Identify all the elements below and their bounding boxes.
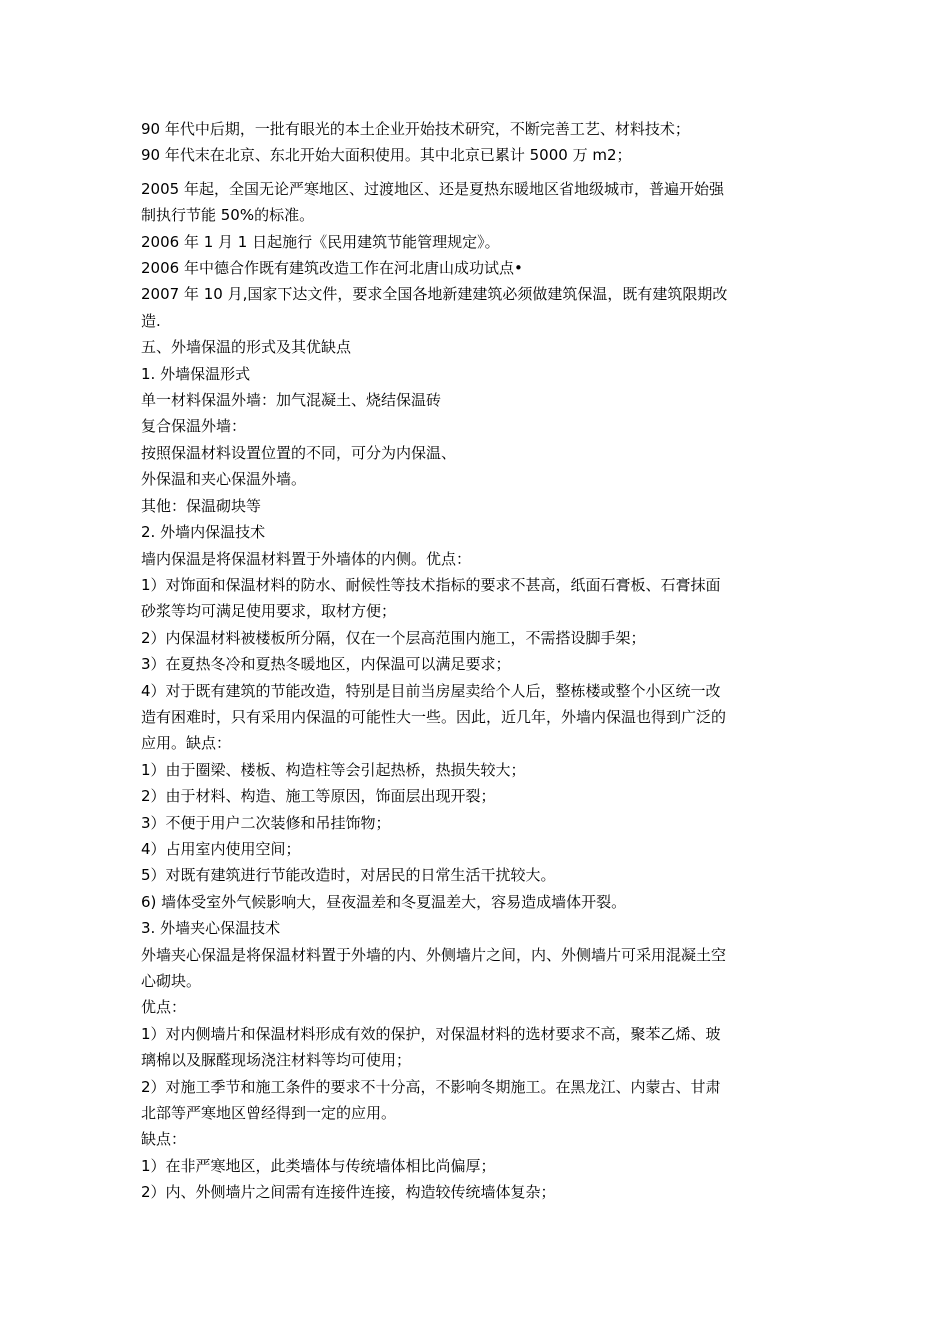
text-line: 制执行节能 50%的标准。 <box>141 206 315 225</box>
text-line: 复合保温外墙： <box>141 417 247 436</box>
list-item: 4）对于既有建筑的节能改造，特别是目前当房屋卖给个人后，整栋楼或整个小区统一改 <box>141 681 721 700</box>
list-item: 1）对饰面和保温材料的防水、耐候性等技术指标的要求不甚高，纸面石膏板、石膏抹面 <box>141 575 721 594</box>
list-item-continuation: 璃棉以及脲醛现场浇注材料等均可使用； <box>141 1051 412 1070</box>
list-item: 3）在夏热冬冷和夏热冬暖地区，内保温可以满足要求； <box>141 655 511 674</box>
list-item-continuation: 砂浆等均可满足使用要求，取材方便； <box>141 602 397 621</box>
text-line: 2005 年起，全国无论严寒地区、过渡地区、还是夏热东暖地区省地级城市，普遍开始强 <box>141 179 724 198</box>
text-line: 单一材料保温外墙：加气混凝土、烧结保温砖 <box>141 391 442 410</box>
list-item: 1）在非严寒地区，此类墙体与传统墙体相比尚偏厚； <box>141 1156 496 1175</box>
list-item: 1）由于圈梁、楼板、构造柱等会引起热桥，热损失较大； <box>141 760 526 779</box>
text-line: 90 年代末在北京、东北开始大面积使用。其中北京已累计 5000 万 m2； <box>141 146 632 165</box>
text-line: 外墙夹心保温是将保温材料置于外墙的内、外侧墙片之间，内、外侧墙片可采用混凝土空 <box>141 945 727 964</box>
text-line: 外保温和夹心保温外墙。 <box>141 470 307 489</box>
text-line: 缺点： <box>141 1130 187 1149</box>
list-item: 6) 墙体受室外气候影响大，昼夜温差和冬夏温差大，容易造成墙体开裂。 <box>141 892 627 911</box>
text-line: 其他：保温砌块等 <box>141 496 262 515</box>
list-item: 4）占用室内使用空间； <box>141 839 301 858</box>
text-line: 心砌块。 <box>141 972 202 990</box>
list-item: 2）对施工季节和施工条件的要求不十分高，不影响冬期施工。在黑龙江、内蒙古、甘肃 <box>141 1077 721 1096</box>
text-line: 2006 年中德合作既有建筑改造工作在河北唐山成功试点• <box>141 259 523 278</box>
subsection-heading: 3. 外墙夹心保温技术 <box>141 919 281 938</box>
subsection-heading: 1. 外墙保温形式 <box>141 364 251 383</box>
list-item-continuation: 北部等严寒地区曾经得到一定的应用。 <box>141 1104 397 1123</box>
subsection-heading: 2. 外墙内保温技术 <box>141 523 266 542</box>
list-item: 3）不便于用户二次装修和吊挂饰物； <box>141 813 391 832</box>
document-body <box>141 116 813 1206</box>
list-item: 2）由于材料、构造、施工等原因，饰面层出现开裂； <box>141 787 496 806</box>
text-line: 按照保温材料设置位置的不同，可分为内保温、 <box>141 443 457 462</box>
list-item: 2）内、外侧墙片之间需有连接件连接，构造较传统墙体复杂； <box>141 1183 556 1202</box>
text-line: 2007 年 10 月,国家下达文件，要求全国各地新建建筑必须做建筑保温，既有建筑限期改 <box>141 285 728 304</box>
list-item-continuation: 造有困难时，只有采用内保温的可能性大一些。因此，近几年，外墙内保温也得到广泛的 <box>141 707 727 726</box>
list-item-continuation: 应用。缺点： <box>141 734 232 753</box>
list-item: 1）对内侧墙片和保温材料形成有效的保护，对保温材料的选材要求不高，聚苯乙烯、玻 <box>141 1024 721 1043</box>
list-item: 2）内保温材料被楼板所分隔，仅在一个层高范围内施工，不需搭设脚手架； <box>141 628 646 647</box>
text-line: 造. <box>141 311 161 330</box>
text-line: 墙内保温是将保温材料置于外墙体的内侧。优点： <box>141 549 472 568</box>
text-line: 优点： <box>141 998 187 1017</box>
text-line: 90 年代中后期，一批有眼光的本土企业开始技术研究，不断完善工艺、材料技术； <box>141 120 690 138</box>
section-heading: 五、外墙保温的形式及其优缺点 <box>141 338 352 357</box>
text-line: 2006 年 1 月 1 日起施行《民用建筑节能管理规定》。 <box>141 232 500 251</box>
list-item: 5）对既有建筑进行节能改造时，对居民的日常生活干扰较大。 <box>141 866 556 885</box>
